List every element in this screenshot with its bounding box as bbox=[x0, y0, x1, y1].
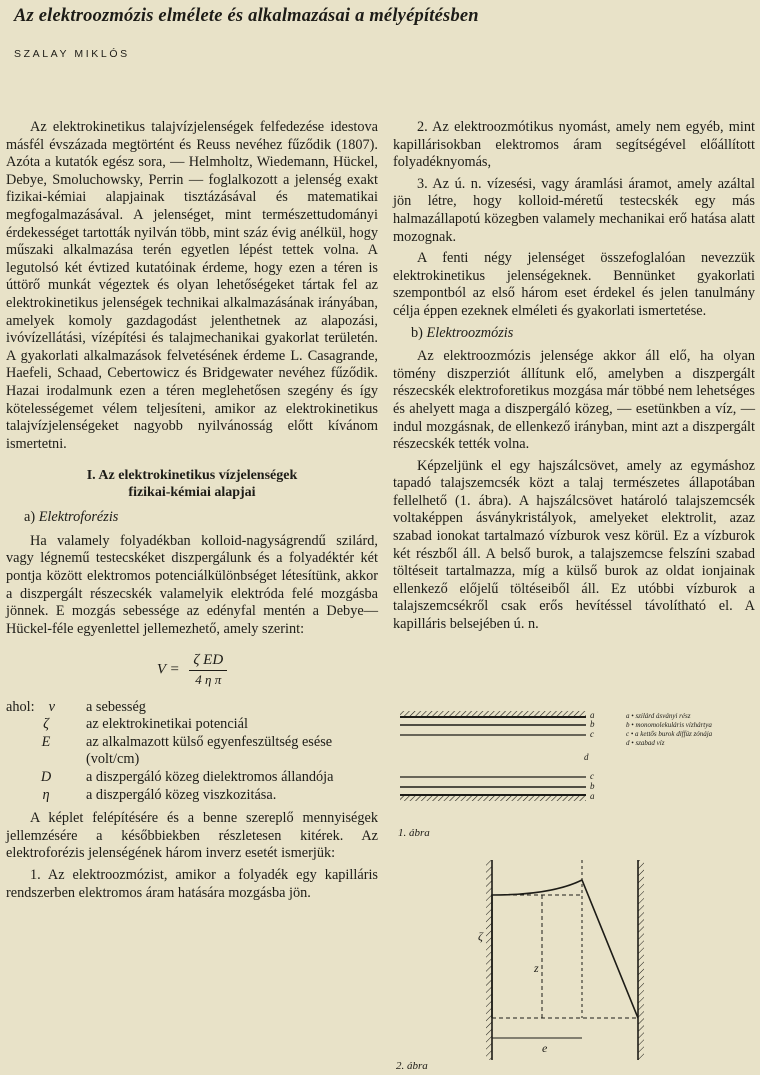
fig1-label-b-top: b bbox=[590, 719, 595, 729]
capillary-paragraph: Képzeljünk el egy hajszálcsövet, amely az egymáshoz tapadó talajszemcsék közt a talaj természetes állapotában fellelhető (1. ábra). A hajszálcsövet határoló talajszemcsék voltaképpen ásványkristályok, amelyeket elektrolit, azaz szabad ionokat tartalmazó vízburok vesz körül. Ez a vízburok két részből áll. A belső burok, a talajszemcse felszíni szabad töltéseit tartalmazza, míg a külső burok az oldat ionjainak ellenkező előjelű töltéseiből áll. Ez utóbbi vízburok a talajszemcsékről csak erős hevítéssel távolítható el. A kapilláris belsejében ú. n. bbox=[393, 457, 755, 633]
subheading-a bbox=[24, 509, 378, 527]
figure-2-potential-diagram bbox=[392, 860, 756, 1075]
author-name: SZALAY MIKLÓS bbox=[14, 48, 130, 60]
fig1-legend-d: d • szabad víz bbox=[626, 739, 665, 747]
definition-row bbox=[6, 734, 378, 769]
formula-fraction bbox=[189, 652, 227, 688]
definition-row bbox=[6, 716, 378, 734]
solid-layer-bottom bbox=[400, 795, 586, 801]
definition-text: a sebesség bbox=[86, 698, 146, 715]
symbol-definitions bbox=[6, 699, 378, 805]
formula-followup-paragraph: A képlet felépítésére és a benne szereplő mennyiségek jellemzésére a későbbiekben részletesen kitérek. Az elektroforézis jelenségének három inverz esetét ismerjük: bbox=[6, 810, 378, 862]
fig1-label-a-top: a bbox=[590, 710, 595, 720]
fig2-label-z: z bbox=[534, 961, 539, 975]
fig1-legend-b: b • monomolekuláris vízhártya bbox=[626, 721, 712, 729]
definition-row bbox=[6, 787, 378, 805]
right-column bbox=[393, 119, 755, 638]
definition-symbol: E bbox=[41, 733, 51, 750]
left-column bbox=[6, 119, 378, 906]
fig1-legend-c: c • a kettős burok diffúz zónája bbox=[626, 730, 713, 738]
debye-huckel-formula bbox=[6, 652, 378, 688]
fig2-label-zeta: ζ bbox=[478, 929, 483, 943]
fig1-legend-a: a • szilárd ásványi rész bbox=[626, 712, 691, 720]
case-2-paragraph: 2. Az elektroozmótikus nyomást, amely nem egyéb, mint kapillárisokban elektromos áram segítségével előállított folyadéknyomás, bbox=[393, 119, 755, 171]
right-wall-hatch bbox=[638, 860, 644, 1060]
formula-numerator: ζ ED bbox=[189, 652, 227, 671]
electrophoresis-paragraph: Ha valamely folyadékban kolloid-nagyságrendű szilárd, vagy légnemű testecskéket diszpergálunk és a folyadéktér két pontja között elektromos potenciálkülönbséget létesítünk, akkor a diszpergált részecskék valamelyik elektróda felé mozgásba jönnek. E mozgás sebessége az edényfal mentén a Debye—Hückel-féle egyenlettel jellemezhető, amely szerint: bbox=[6, 532, 378, 637]
definition-symbol: D bbox=[40, 769, 52, 785]
definition-text: az elektrokinetikai potenciál bbox=[86, 716, 248, 733]
intro-paragraph: Az elektrokinetikus talajvízjelenségek felfedezése idestova másfél évszázada megtörtént és Reuss nevéhez fűződik (1807). Azóta a kutatók egész sora, — Helmholtz, Wiedemann, Hückel, Debye, Smoluchowsky, Perrin — foglalkozott a jelenség exakt fizikai-kémiai alapjainak tisztázásával és matematikai megfogalmazásával. A jelenséget, mint természettudományi érdekességet tartották nyilván több, mint száz évig anélkül, hogy műszaki alkalmazása terén egyetlen lépést tettek volna. A legutolsó két évtized kutatóinak érdeme, hogy ezen a téren is úttörő munkát végeztek és olyan lehetőségeket tártak fel az elektrokinetikus jelenségek technikai alkalmazásának irányában, amelyek komoly gazdagodást jelenthetnek az alapozási, ivóvízellátási, vízépítési és talajmechanikai gyakorlat területén. A gyakorlati alkalmazások felvetésének érdeme L. Casagrande, Haefeli, Schaad, Cebertowicz és Bridgewater nevéhez fűződik. Hazai irodalmunk ezen a téren meglehetősen szegény és így kötelességemet vélem teljesíteni, amikor az elektrokinetikus talajvízjelenségeket nagyobb nyilvánosság előtt kívánom ismertetni. bbox=[6, 119, 378, 452]
section-heading-line2: fizikai-kémiai alapjai bbox=[128, 485, 256, 501]
case-1-paragraph: 1. Az elektroozmózist, amikor a folyadék egy kapilláris rendszerben elektromos áram hatására mozgásba jön. bbox=[6, 866, 378, 901]
left-wall-hatch bbox=[486, 860, 492, 1060]
definition-text: az alkalmazott külső egyenfeszültség esése (volt/cm) bbox=[86, 733, 333, 768]
definition-symbol: η bbox=[42, 786, 50, 803]
subheading-b bbox=[411, 325, 755, 343]
figure-1-capillary-diagram bbox=[398, 705, 758, 835]
fig1-label-d: d bbox=[584, 752, 589, 762]
formula-lhs: V = bbox=[156, 661, 180, 678]
article-title: Az elektroozmózis elmélete és alkalmazásai a mélyépítésben bbox=[14, 6, 479, 26]
definition-symbol: ζ bbox=[43, 716, 49, 733]
summary-paragraph: A fenti négy jelenséget összefoglalóan nevezzük elektrokinetikus jelenségeknek. Bennünket gyakorlati szempontból az első három eset érdekel és jelen tanulmány célja éppen ezeknek elméleti és gyakorlati ismertetése. bbox=[393, 250, 755, 319]
definition-row bbox=[6, 699, 378, 717]
case-3-paragraph: 3. Az ú. n. vízesési, vagy áramlási áramot, amely azáltal jön létre, hogy kolloid-méretű testecskék egy más halmazállapotú közegben valamely mechanikai erő hatása alatt mozognak. bbox=[393, 175, 755, 245]
figure-1-caption: 1. ábra bbox=[398, 827, 430, 839]
figure-2-caption: 2. ábra bbox=[396, 1060, 428, 1072]
definition-row bbox=[6, 769, 378, 787]
subheading-a-letter: a) bbox=[24, 509, 36, 526]
definition-text: a diszpergáló közeg viszkozitása. bbox=[86, 786, 277, 803]
fig2-label-e: e bbox=[542, 1041, 548, 1055]
fig1-label-c-bottom: c bbox=[590, 771, 594, 781]
definitions-lead: ahol: v bbox=[6, 698, 55, 715]
section-heading-line1: I. Az elektrokinetikus vízjelenségek bbox=[86, 468, 298, 484]
fig1-label-b-bottom: b bbox=[590, 781, 595, 791]
subheading-b-title: Elektroozmózis bbox=[426, 324, 514, 341]
subheading-b-letter: b) bbox=[411, 324, 423, 341]
formula-denominator: 4 η π bbox=[195, 672, 222, 688]
electroosmosis-paragraph: Az elektroozmózis jelensége akkor áll elő, ha olyan tömény diszperziót állítunk elő, amelyben a diszpergált részecskék elektroforetikus mozgása már többé nem lehetséges és ahelyett maga a diszpergáló közeg, — esetünkben a víz, — indul mozgásnak, de ellenkező irányban, mint azt a diszpergált részecskék tették volna. bbox=[393, 348, 755, 453]
fig1-label-c-top: c bbox=[590, 729, 594, 739]
fig1-label-a-bottom: a bbox=[590, 791, 595, 801]
section-heading bbox=[6, 467, 378, 501]
subheading-a-title: Elektroforézis bbox=[38, 509, 119, 526]
potential-curve bbox=[492, 880, 638, 1018]
definition-text: a diszpergáló közeg dielektromos állandója bbox=[86, 769, 334, 785]
